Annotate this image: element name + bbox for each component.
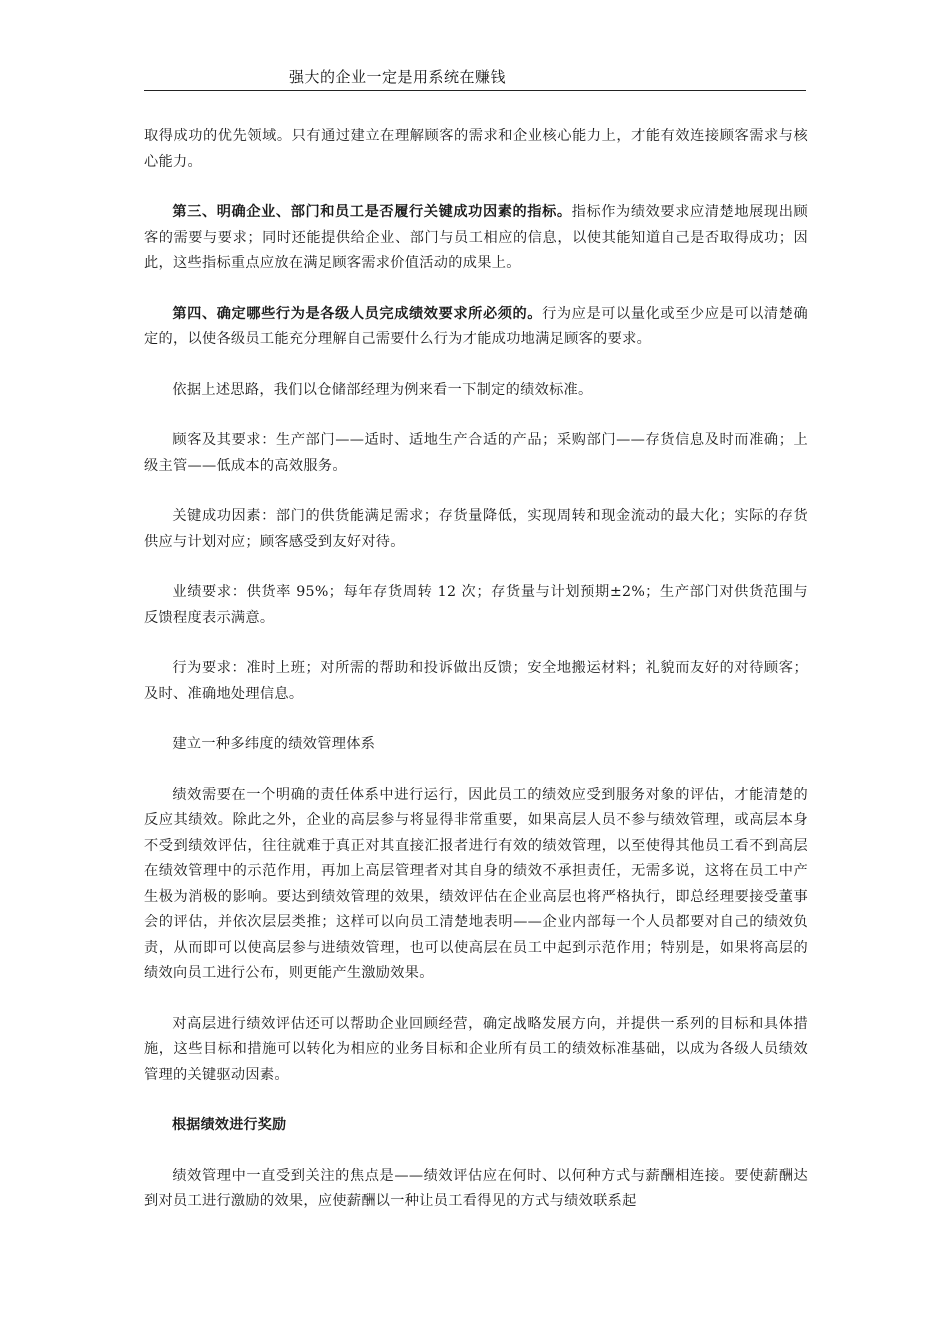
document-body	[144, 124, 808, 1240]
paragraph-continuation	[144, 124, 808, 175]
paragraph-executive-evaluation	[144, 1012, 808, 1089]
paragraph-example-intro	[144, 378, 808, 404]
paragraph-text: 顾客及其要求：生产部门——适时、适地生产合适的产品；采购部门——存货信息及时而准确；上级主管——低成本的高效服务。	[144, 432, 808, 474]
paragraph-text: 指标作为绩效要求应清楚地展现出顾客的需要与要求；同时还能提供给企业、部门与员工相应的信息，以使其能知道自己是否取得成功；因此，这些指标重点应放在满足顾客需求价值活动的成果上。	[144, 204, 808, 271]
paragraph-text: 依据上述思路，我们以仓储部经理为例来看一下制定的绩效标准。	[172, 381, 593, 398]
paragraph-text: 行为应是可以量化或至少应是可以清楚确定的，以使各级员工能充分理解自己需要什么行为才能成功地满足顾客的要求。	[144, 305, 808, 347]
section-heading-multidimensional	[144, 732, 808, 758]
paragraph-text: 绩效需要在一个明确的责任体系中进行运行，因此员工的绩效应受到服务对象的评估，才能清楚的反应其绩效。除此之外，企业的高层参与将显得非常重要，如果高层人员不参与绩效管理，或高层本身不受到绩效评估，往往就难于真正对其直接汇报者进行有效的绩效管理，以至使得其他员工看不到高层在绩效管理中的示范作用，再加上高层管理者对其自身的绩效不承担责任，无需多说，这将在员工中产生极为消极的影响。要达到绩效管理的效果，绩效评估在企业高层也将严格执行，即总经理要接受董事会的评估，并依次层层类推；这样可以向员工清楚地表明——企业内部每一个人员都要对自己的绩效负责，从而即可以使高层参与进绩效管理，也可以使高层在员工中起到示范作用；特别是，如果将高层的绩效向员工进行公布，则更能产生激励效果。	[144, 786, 808, 981]
paragraph-lead: 第四、确定哪些行为是各级人员完成绩效要求所必须的。	[172, 305, 543, 322]
page-header	[144, 64, 806, 91]
paragraph-text: 绩效管理中一直受到关注的焦点是——绩效评估应在何时、以何种方式与薪酬相连接。要使薪酬达到对员工进行激励的效果，应使薪酬以一种让员工看得见的方式与绩效联系起	[144, 1167, 808, 1209]
section-heading-rewards	[144, 1113, 808, 1139]
paragraph-text: 对高层进行绩效评估还可以帮助企业回顾经营，确定战略发展方向，并提供一系列的目标和具体措施，这些目标和措施可以转化为相应的业务目标和企业所有员工的绩效标准基础，以成为各级人员绩效管理的关键驱动因素。	[144, 1015, 808, 1083]
paragraph-key-factors	[144, 504, 808, 555]
paragraph-compensation	[144, 1164, 808, 1215]
paragraph-accountability	[144, 783, 808, 987]
paragraph-lead: 第三、明确企业、部门和员工是否履行关键成功因素的指标。	[172, 204, 572, 220]
paragraph-text: 行为要求：准时上班；对所需的帮助和投诉做出反馈；安全地搬运材料；礼貌而友好的对待顾客；及时、准确地处理信息。	[144, 660, 808, 702]
paragraph-text: 根据绩效进行奖励	[172, 1117, 287, 1133]
paragraph-text: 取得成功的优先领域。只有通过建立在理解顾客的需求和企业核心能力上，才能有效连接顾客需求与核心能力。	[144, 128, 808, 170]
paragraph-text: 建立一种多纬度的绩效管理体系	[172, 736, 376, 752]
paragraph-customers	[144, 428, 808, 479]
paragraph-behavior-requirements	[144, 656, 808, 707]
paragraph-fourth-point	[144, 302, 808, 353]
paragraph-text: 业绩要求：供货率 95%；每年存货周转 12 次；存货量与计划预期±2%；生产部门对供货范围与反馈程度表示满意。	[144, 584, 808, 626]
header-title: 强大的企业一定是用系统在赚钱	[289, 68, 507, 86]
paragraph-text: 关键成功因素：部门的供货能满足需求；存货量降低，实现周转和现金流动的最大化；实际的存货供应与计划对应；顾客感受到友好对待。	[144, 508, 808, 550]
paragraph-third-point	[144, 200, 808, 277]
paragraph-performance-requirements	[144, 580, 808, 631]
